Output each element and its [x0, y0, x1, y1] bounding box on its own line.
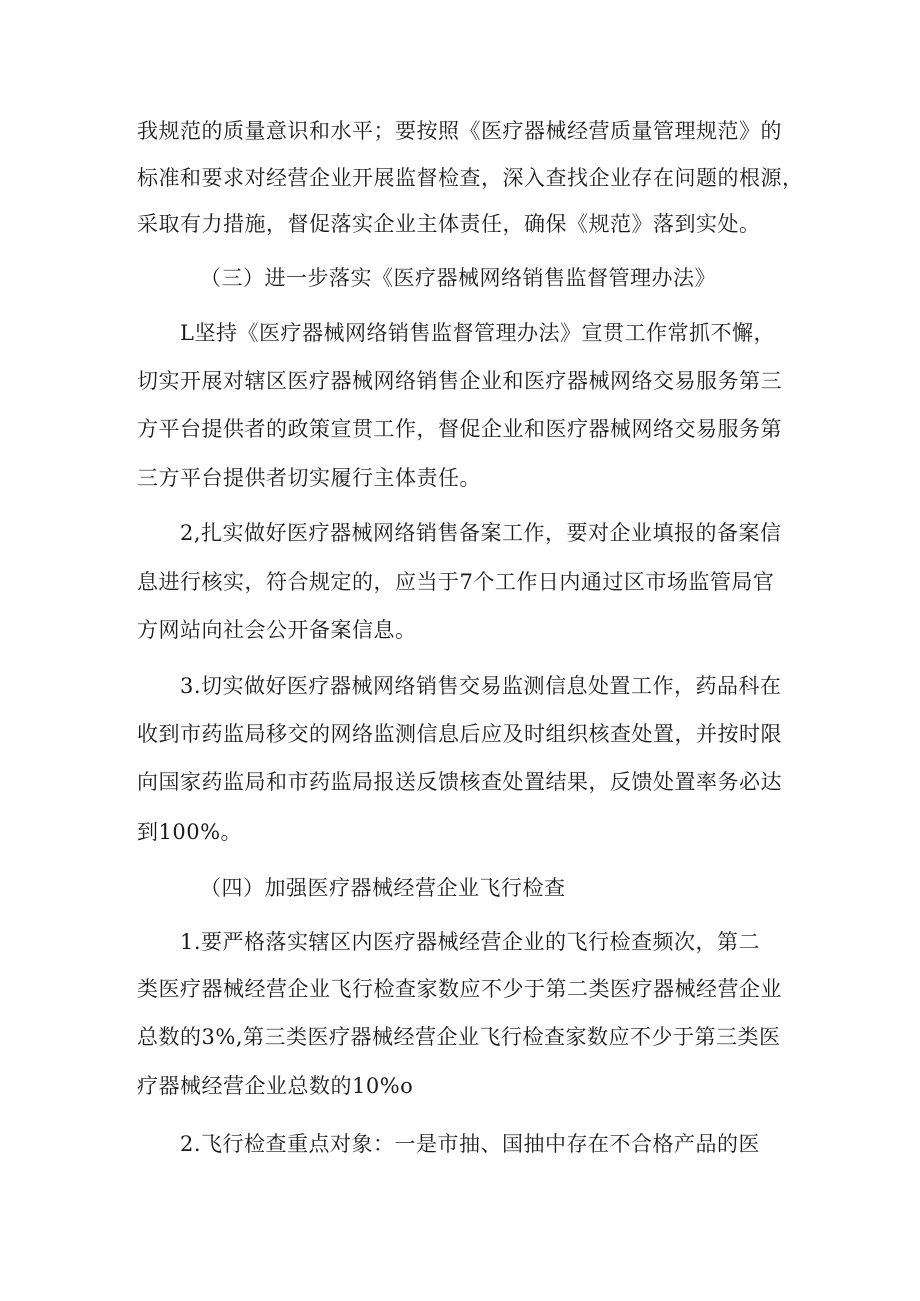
- text-line: [0, 1124, 920, 1164]
- text-line-content: 切实开展对辖区医疗器械网络销售企业和医疗器械网络交易服务第三: [137, 369, 782, 393]
- text-line-content: 收到市药监局移交的网络监测信息后应及时组织核查处置，并按时限: [137, 722, 782, 746]
- text-line: [0, 812, 920, 852]
- text-line: [0, 361, 920, 401]
- text-line-content: 总数的3%,第三类医疗器械经营企业飞行检查家数应不少于第三类医: [137, 1025, 781, 1049]
- section-heading: [0, 868, 920, 908]
- text-line-content: 向国家药监局和市药监局报送反馈核查处置结果，反馈处置率务必达: [137, 770, 782, 794]
- text-line: [0, 111, 920, 151]
- text-line-content: 方网站向社会公开备案信息。: [137, 618, 417, 642]
- text-line-content: 息进行核实，符合规定的，应当于7个工作日内通过区市场监管局官: [137, 570, 775, 594]
- text-line-content: 我规范的质量意识和水平；要按照《医疗器械经营质量管理规范》的: [137, 119, 782, 143]
- text-line-content: 3.切实做好医疗器械网络销售交易监测信息处置工作，药品科在: [180, 674, 782, 698]
- text-line: [0, 1017, 920, 1057]
- text-line: [0, 714, 920, 754]
- text-line-content: 标准和要求对经营企业开展监督检查，深入查找企业存在问题的根源，: [137, 166, 804, 190]
- text-line-content: 疗器械经营企业总数的10%o: [137, 1074, 414, 1098]
- text-line-content: 2.飞行检查重点对象：一是市抽、国抽中存在不合格产品的医: [180, 1132, 761, 1156]
- text-line-content: 采取有力措施，督促落实企业主体责任，确保《规范》落到实处。: [137, 212, 761, 236]
- text-line: [0, 666, 920, 706]
- text-line-content: L坚持《医疗器械网络销售监督管理办法》宣贯工作常抓不懈，: [180, 321, 775, 345]
- text-line-content: 类医疗器械经营企业飞行检查家数应不少于第二类医疗器械经营企业: [137, 977, 782, 1001]
- text-line: [0, 610, 920, 650]
- text-line: [0, 313, 920, 353]
- text-line: [0, 1066, 920, 1106]
- text-line: [0, 762, 920, 802]
- text-line: [0, 922, 920, 962]
- text-line: [0, 458, 920, 498]
- text-line: [0, 158, 920, 198]
- text-line-content: 三方平台提供者切实履行主体责任。: [137, 466, 481, 490]
- text-line-content: 2,扎实做好医疗器械网络销售备案工作，要对企业填报的备案信: [180, 521, 782, 545]
- text-line: [0, 513, 920, 553]
- section-heading-text: （三）进一步落实《医疗器械网络销售监督管理办法》: [200, 266, 716, 290]
- text-line: [0, 969, 920, 1009]
- text-line-content: 方平台提供者的政策宣贯工作，督促企业和医疗器械网络交易服务第: [137, 417, 782, 441]
- text-line-content: 1.要严格落实辖区内医疗器械经营企业的飞行检查频次，第二: [180, 930, 761, 954]
- section-heading-text: （四）加强医疗器械经营企业飞行检查: [200, 876, 566, 900]
- text-line: [0, 562, 920, 602]
- section-heading: [0, 258, 920, 298]
- text-line: [0, 204, 920, 244]
- text-line-content: 到100%。: [137, 820, 243, 844]
- text-line: [0, 409, 920, 449]
